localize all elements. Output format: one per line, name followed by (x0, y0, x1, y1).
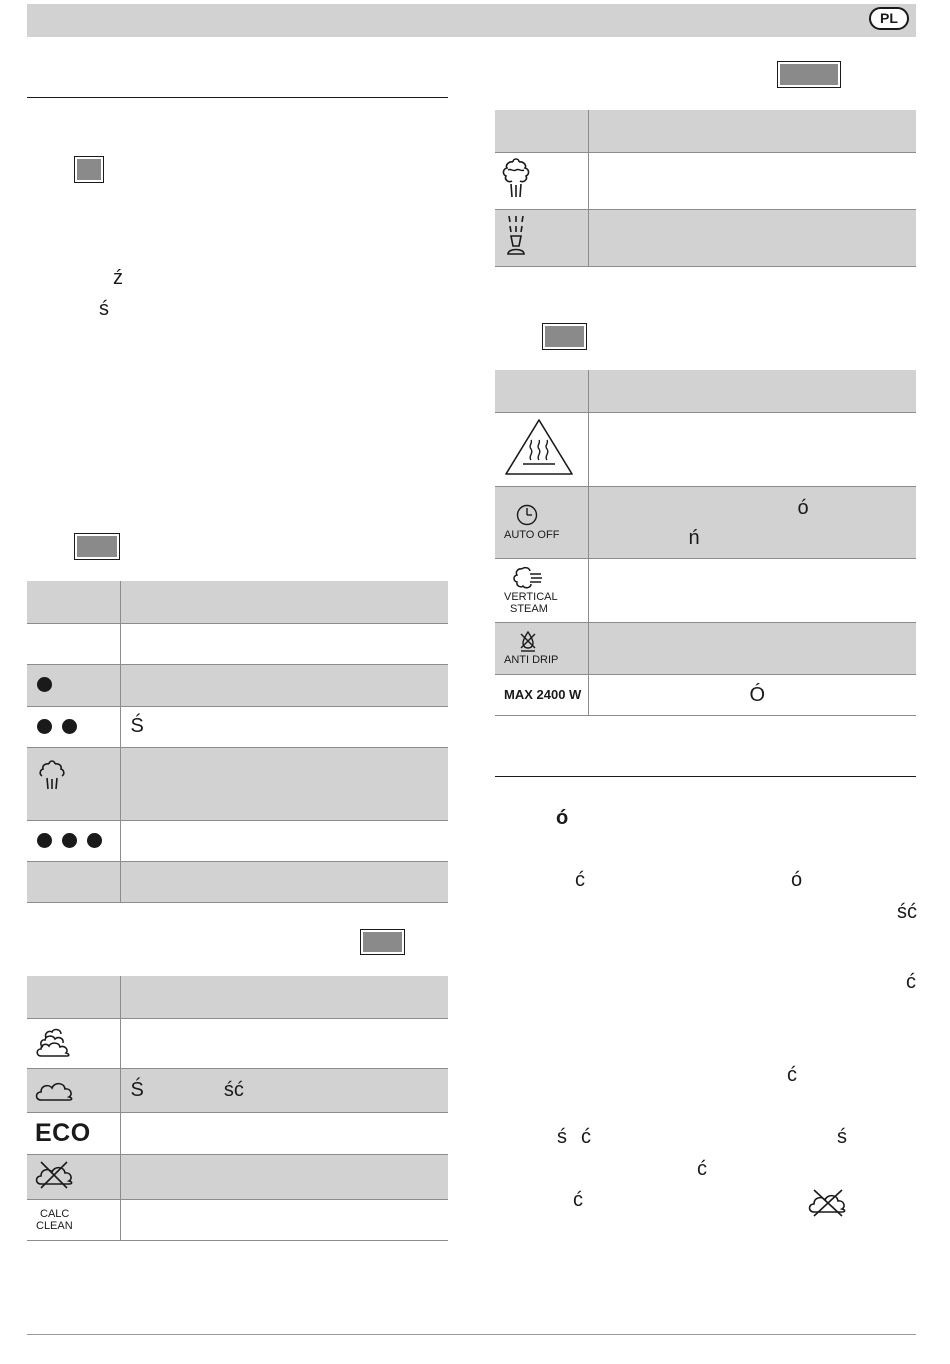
vertical-label: VERTICAL (504, 590, 558, 603)
accent-c: ć (581, 1126, 591, 1148)
row-text-a: ó (797, 496, 809, 519)
table-row (495, 152, 916, 209)
table-row (27, 1112, 448, 1154)
anti-drip-icon (518, 630, 538, 652)
section-rule-left (27, 97, 448, 98)
row-text-a: Ó (749, 683, 766, 706)
row-text-a: Ś (130, 1078, 144, 1101)
accent-o-bold: ó (556, 807, 569, 829)
max-steam-icon (33, 1023, 75, 1059)
table-row (27, 1199, 448, 1240)
dot-icon (62, 833, 77, 848)
steam-function-table (495, 110, 916, 267)
dot-icon (87, 833, 102, 848)
calc-label: CALC (40, 1207, 70, 1220)
table-row (27, 820, 448, 861)
table-row (495, 209, 916, 266)
accent-s: ś (99, 298, 109, 320)
eco-label: ECO (35, 1118, 91, 1147)
color-swatch-4 (777, 61, 841, 88)
clean-label: CLEAN (36, 1219, 73, 1232)
no-steam-icon (806, 1186, 850, 1218)
table-header-row (495, 110, 916, 152)
accent-c: ć (573, 1189, 583, 1211)
no-steam-icon (33, 1157, 75, 1191)
table-row (27, 747, 448, 820)
row-text-b: ń (688, 526, 700, 549)
table-row (495, 622, 916, 674)
table-row (495, 674, 916, 715)
temperature-table (27, 581, 448, 903)
max-power-label: MAX 2400 W (504, 686, 582, 702)
table-header-row (27, 976, 448, 1018)
accent-sc: ść (897, 901, 917, 923)
dot-icon (37, 719, 52, 734)
vertical-steam-icon (510, 566, 544, 590)
steam-mode-table (27, 976, 448, 1241)
steam-burst-icon (499, 156, 533, 200)
table-row (27, 664, 448, 706)
dot-icon (37, 833, 52, 848)
accent-c: ć (787, 1064, 797, 1086)
table-row (495, 558, 916, 622)
hot-surface-warning-icon (503, 416, 575, 478)
color-swatch-1 (74, 156, 104, 183)
color-swatch-2 (74, 533, 120, 560)
accent-s: ś (557, 1126, 567, 1148)
table-row (27, 1154, 448, 1199)
color-swatch-3 (360, 929, 405, 955)
accent-s: ś (837, 1126, 847, 1148)
table-header-row (495, 370, 916, 412)
table-row (495, 412, 916, 486)
clock-icon (516, 504, 538, 526)
table-row (27, 623, 448, 664)
footer-rule (27, 1334, 916, 1335)
section-rule-right (495, 776, 916, 777)
auto-off-label: AUTO OFF (504, 528, 560, 541)
table-header-row (27, 581, 448, 623)
steam-label: STEAM (510, 602, 548, 615)
table-row (27, 861, 448, 902)
accent-z: ź (113, 267, 123, 289)
table-row (27, 1018, 448, 1068)
features-table (495, 370, 916, 716)
accent-c: ć (575, 869, 585, 891)
header-bar (27, 4, 916, 37)
dot-icon (62, 719, 77, 734)
accent-c: ć (697, 1158, 707, 1180)
steam-burst-icon (35, 758, 69, 792)
table-row (495, 486, 916, 558)
steam-cloud-icon (33, 1073, 75, 1103)
row-text-b: ść (223, 1078, 244, 1101)
dot-icon (37, 677, 52, 692)
anti-drip-label: ANTI DRIP (504, 654, 559, 666)
table-row: Ś (27, 706, 448, 747)
spray-icon (501, 212, 531, 258)
table-row (27, 1068, 448, 1112)
accent-o: ó (791, 869, 803, 891)
language-badge: PL (869, 7, 909, 30)
accent-c: ć (906, 971, 916, 993)
color-swatch-5 (542, 323, 587, 350)
